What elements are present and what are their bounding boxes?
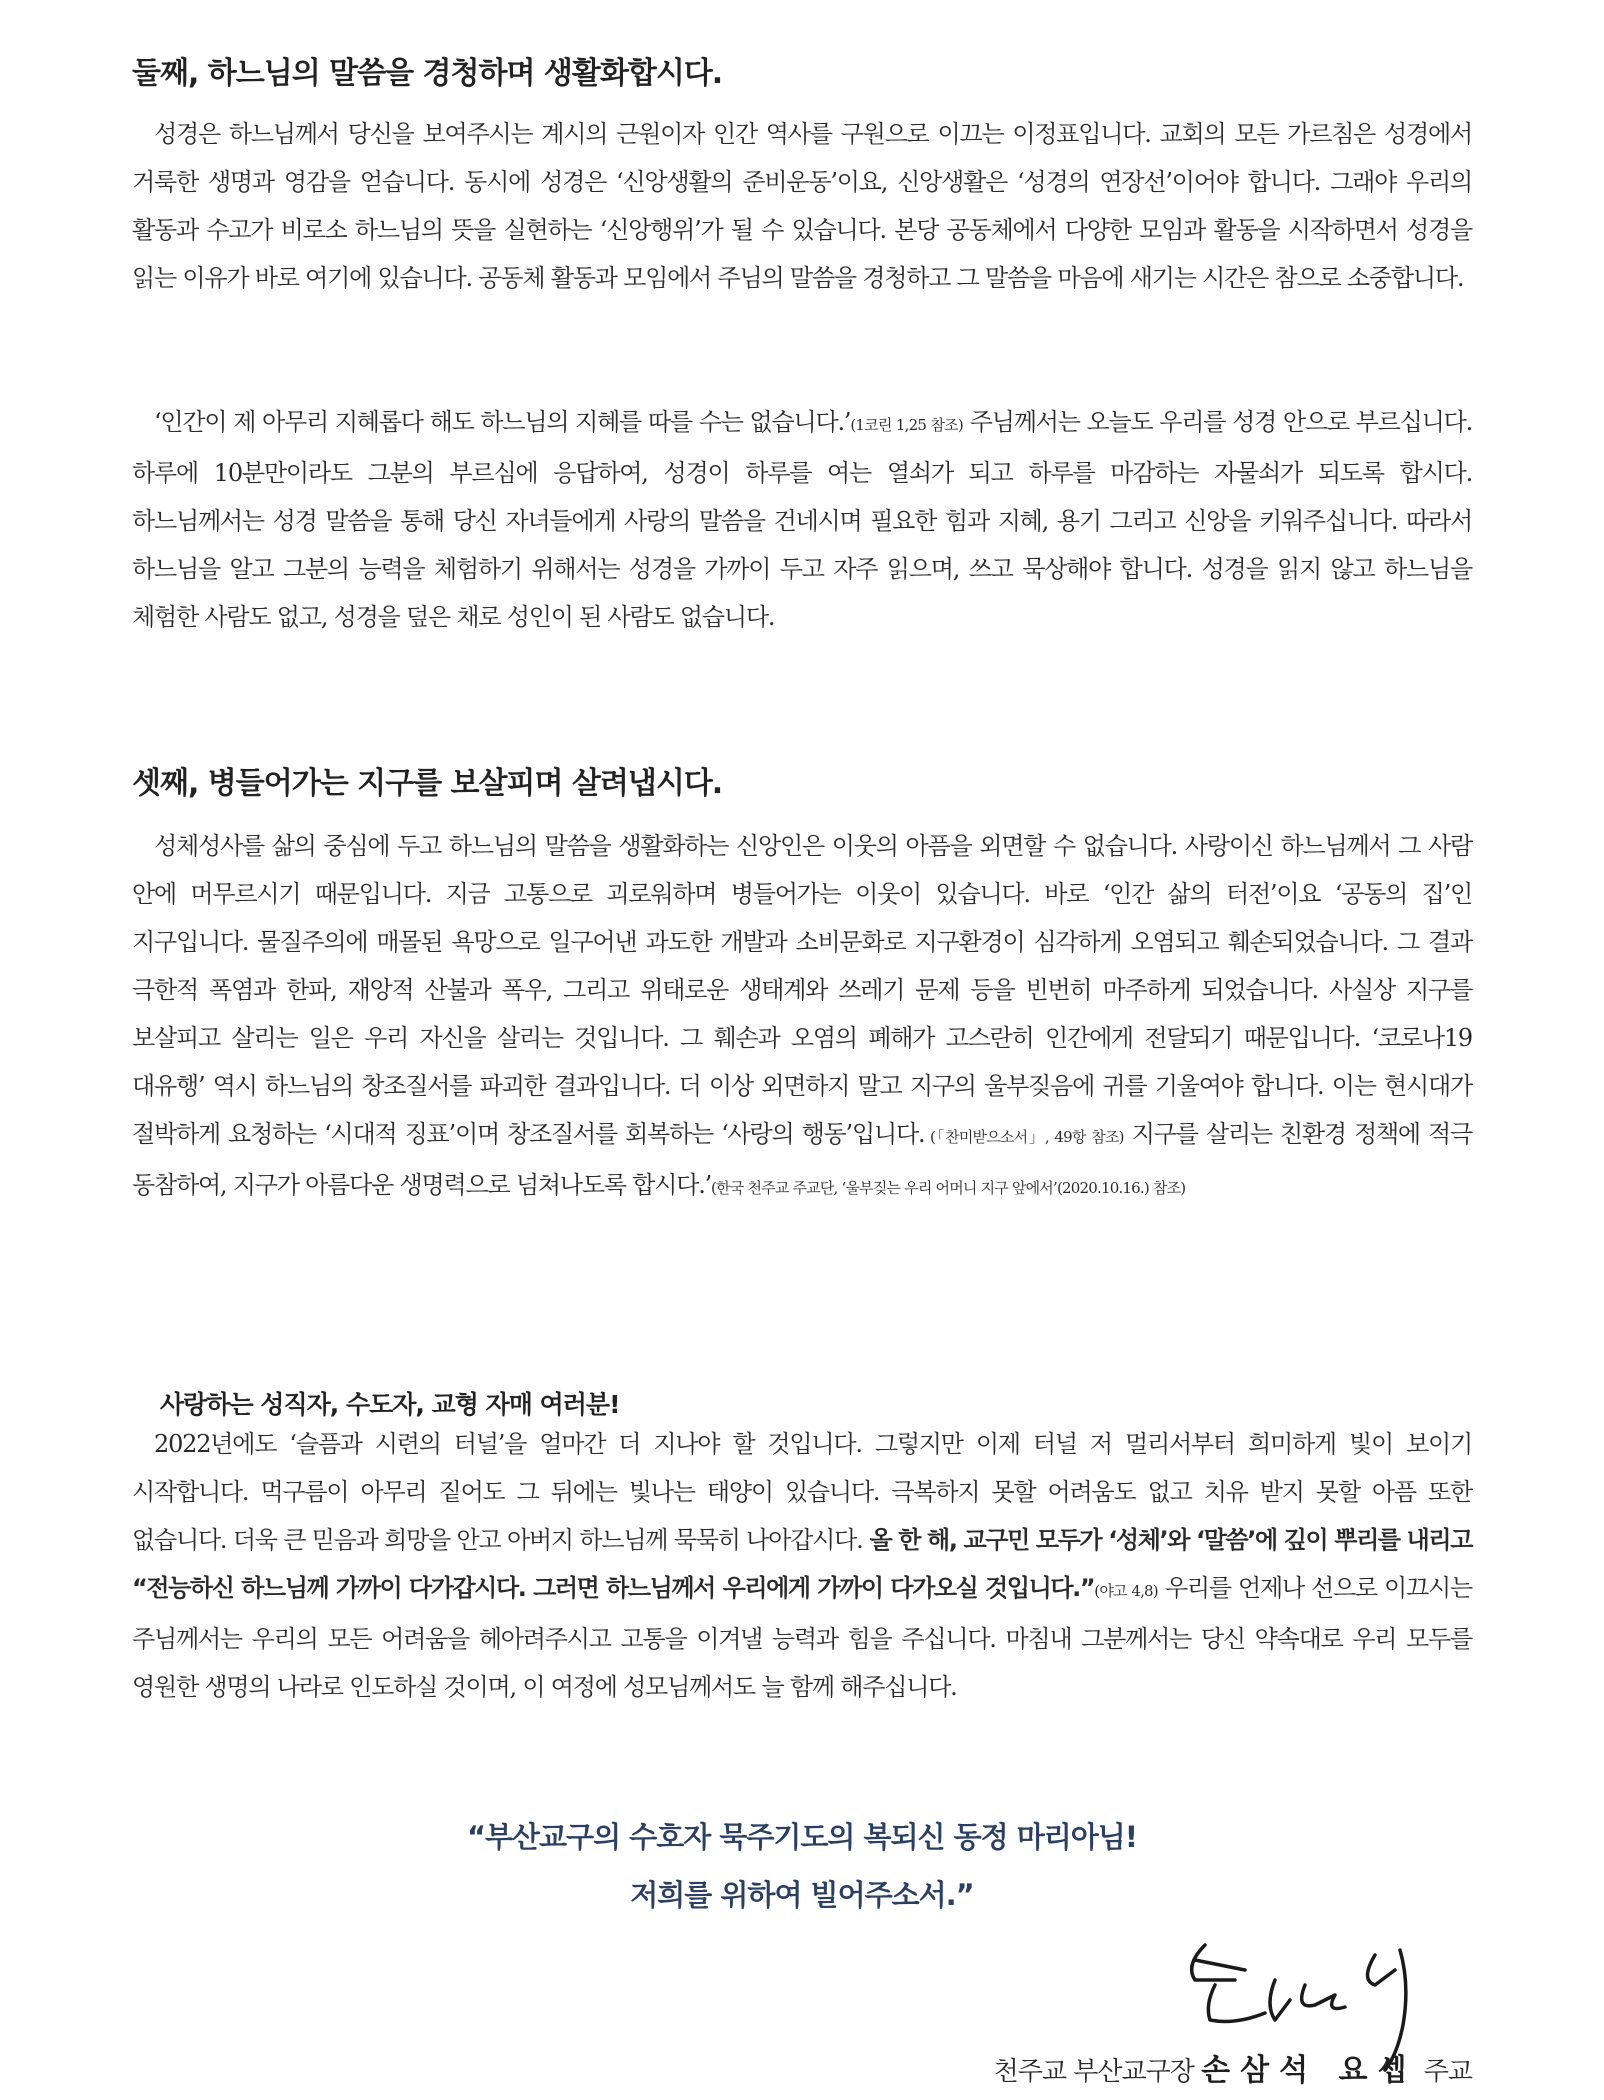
scripture-quote: ‘인간이 제 아무리 지혜롭다 해도 하느님의 지혜를 따를 수는 없습니다.’ xyxy=(154,408,851,436)
emphasized-text: 올 한 해, 교구민 모두가 ‘성체’와 ‘말씀’에 깊이 뿌리를 내리고 “전능하신 하느님께 가까이 다가갑시다. 그러면 하느님께서 우리에게 가까이 다가오실 것입니다.” xyxy=(132,1526,1472,1602)
citation: (1코린 1,25 참조) xyxy=(850,416,963,434)
paragraph-text: 성경은 하느님께서 당신을 보여주시는 계시의 근원이자 인간 역사를 구원으로 이끄는 이정표입니다. 교회의 모든 가르침은 성경에서 거룩한 생명과 영감을 얻습니다. 동시에 성경은 ‘신앙생활의 준비운동’이요, 신앙생활은 ‘성경의 연장선’이어야 합니다. 그래야 우리의 활동과 수고가 비로소 하느님의 뜻을 실현하는 ‘신앙행위’가 될 수 있습니다. 본당 공동체에서 다양한 모임과 활동을 시작하면서 성경을 읽는 이유가 바로 여기에 있습니다. 공동체 활동과 모임에서 주님의 말씀을 경청하고 그 말씀을 마음에 새기는 시간은 참으로 소중합니다. xyxy=(132,120,1472,292)
section2-paragraph-2 xyxy=(132,398,1472,641)
address-heading: 사랑하는 성직자, 수도자, 교형 자매 여러분! xyxy=(160,1390,620,1419)
signature-name: 손삼석 요셉 xyxy=(1201,2053,1417,2088)
section2-heading: 둘째, 하느님의 말씀을 경청하며 생활화합시다. xyxy=(132,56,723,91)
paragraph-text: 지구를 살리는 친환경 정책에 적극 동참하여, 지구가 아름다운 생명력으로 넘쳐나도록 합시다.’ xyxy=(132,1120,1472,1199)
closing-line-2: 저희를 위하여 빌어주소서.” xyxy=(630,1878,974,1912)
closing-line-1: “부산교구의 수호자 묵주기도의 복되신 동정 마리아님! xyxy=(466,1820,1138,1854)
signature-suffix: 주교 xyxy=(1423,2057,1472,2087)
section3-heading: 셋째, 병들어가는 지구를 보살피며 살려냅시다. xyxy=(132,766,723,801)
citation: (「찬미받으소서」, 49항 참조) xyxy=(924,1128,1124,1146)
paragraph-text: 2022년에도 ‘슬픔과 시련의 터널’을 얼마간 더 지나야 할 것입니다. 그렇지만 이제 터널 저 멀리서부터 희미하게 빛이 보이기 시작합니다. 먹구름이 아무리 짙어도 그 뒤에는 빛나는 태양이 있습니다. 극복하지 못할 어려움도 없고 치유 받지 못할 아픔 또한 없습니다. 더욱 큰 믿음과 희망을 안고 아버지 하느님께 묵묵히 나아갑시다. xyxy=(132,1430,1472,1554)
address-paragraph xyxy=(132,1420,1472,1711)
citation: (한국 천주교 주교단, ‘울부짖는 우리 어머니 지구 앞에서’(2020.10.16.) 참조) xyxy=(711,1179,1186,1197)
citation: (야고 4,8) xyxy=(1094,1582,1158,1600)
paragraph-text: 주님께서는 오늘도 우리를 성경 안으로 부르십니다. 하루에 10분만이라도 그분의 부르심에 응답하여, 성경이 하루를 여는 열쇠가 되고 하루를 마감하는 자물쇠가 되도록 합시다. 하느님께서는 성경 말씀을 통해 당신 자녀들에게 사랑의 말씀을 건네시며 필요한 힘과 지혜, 용기 그리고 신앙을 키워주십니다. 따라서 하느님을 알고 그분의 능력을 체험하기 위해서는 성경을 가까이 두고 자주 읽으며, 쓰고 묵상해야 합니다. 성경을 읽지 않고 하느님을 체험한 사람도 없고, 성경을 덮은 채로 성인이 된 사람도 없습니다. xyxy=(132,408,1472,631)
paragraph-text: 성체성사를 삶의 중심에 두고 하느님의 말씀을 생활화하는 신앙인은 이웃의 아픔을 외면할 수 없습니다. 사랑이신 하느님께서 그 사람 안에 머무르시기 때문입니다. 지금 고통으로 괴로워하며 병들어가는 이웃이 있습니다. 바로 ‘인간 삶의 터전’이요 ‘공동의 집’인 지구입니다. 물질주의에 매몰된 욕망으로 일구어낸 과도한 개발과 소비문화로 지구환경이 심각하게 오염되고 훼손되었습니다. 그 결과 극한적 폭염과 한파, 재앙적 산불과 폭우, 그리고 위태로운 생태계와 쓰레기 문제 등을 빈번히 마주하게 되었습니다. 사실상 지구를 보살피고 살리는 일은 우리 자신을 살리는 것입니다. 그 훼손과 오염의 폐해가 고스란히 인간에게 전달되기 때문입니다. ‘코로나19 대유행’ 역시 하느님의 창조질서를 파괴한 결과입니다. 더 이상 외면하지 말고 지구의 울부짖음에 귀를 기울여야 합니다. 이는 현시대가 절박하게 요청하는 ‘시대적 징표’이며 창조질서를 회복하는 ‘사랑의 행동’입니다. xyxy=(132,832,1472,1148)
paragraph-text: 우리를 언제나 선으로 이끄시는 주님께서는 우리의 모든 어려움을 헤아려주시고 고통을 이겨낼 능력과 힘을 주십니다. 마침내 그분께서는 당신 약속대로 우리 모두를 영원한 생명의 나라로 인도하실 것이며, 이 여정에 성모님께서도 늘 함께 해주십니다. xyxy=(132,1574,1472,1701)
section2-paragraph-1 xyxy=(132,110,1472,302)
section3-paragraph xyxy=(132,822,1472,1212)
signature-title: 천주교 부산교구장 xyxy=(993,2057,1194,2087)
signature-line xyxy=(994,2045,1472,2089)
closing-prayer xyxy=(132,1808,1472,1924)
